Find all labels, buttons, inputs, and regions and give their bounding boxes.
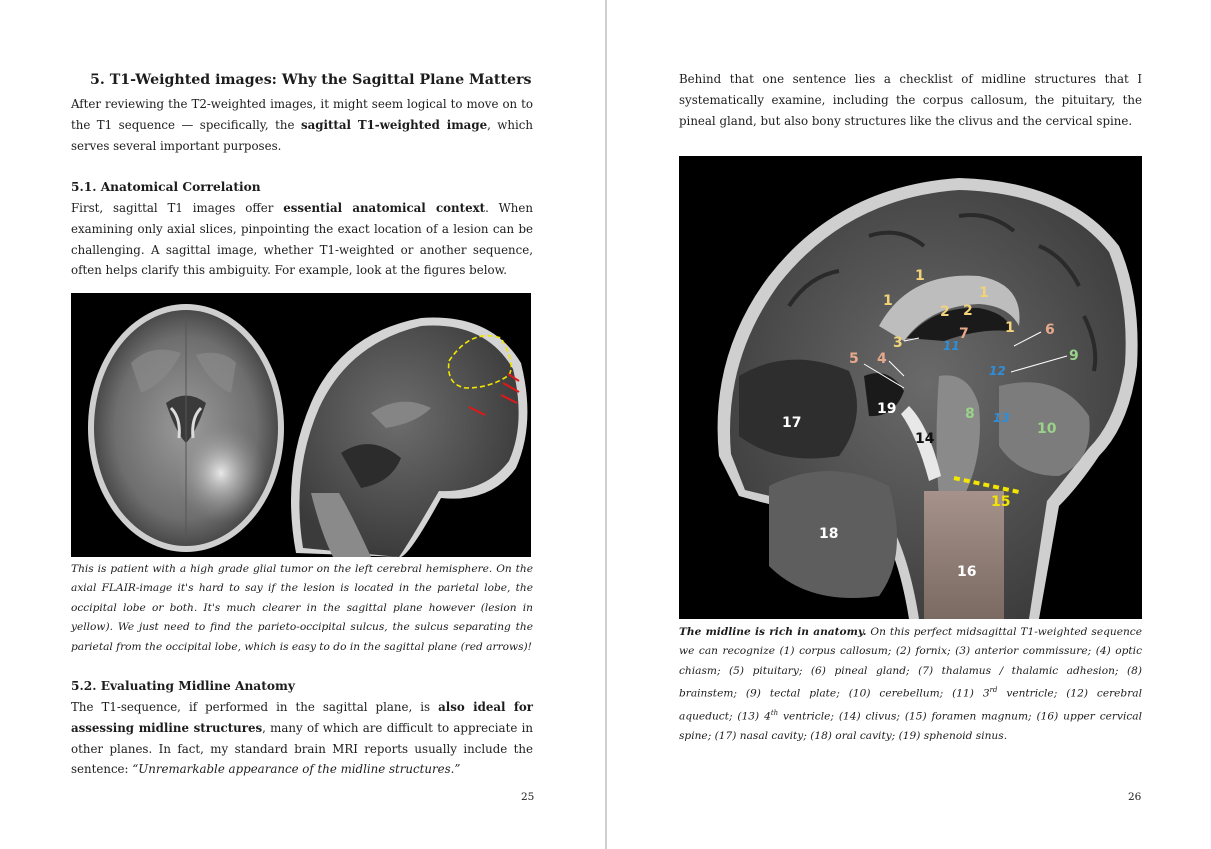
right-page bbox=[607, 0, 1211, 849]
label-11: 11 bbox=[943, 339, 960, 353]
label-4: 4 bbox=[877, 351, 887, 367]
label-18: 18 bbox=[819, 526, 839, 542]
figure-midsagittal-t1-image bbox=[679, 156, 1142, 619]
label-14: 14 bbox=[915, 431, 935, 447]
section-title: 5. T1-Weighted images: Why the Sagittal Plane Matters bbox=[90, 72, 532, 88]
label-1a: 1 bbox=[915, 268, 925, 284]
label-10: 10 bbox=[1037, 421, 1057, 437]
label-1b: 1 bbox=[883, 293, 893, 309]
figure-midsagittal-t1 bbox=[679, 156, 1142, 619]
label-8: 8 bbox=[965, 406, 975, 422]
label-7: 7 bbox=[959, 326, 969, 342]
label-19: 19 bbox=[877, 401, 897, 417]
label-2a: 2 bbox=[940, 304, 950, 320]
figure1-caption: This is patient with a high grade glial tumor on the left cerebral hemisphere. On the axial FLAIR-image it's hard to say if the lesion is located in the parietal lobe, the occipital lobe or both. It's much clearer in the sagittal plane however (lesion in yellow). We just need to find the parieto-occipital sulcus, the sulcus separating the parietal from the occipital lobe, which is easy to do in the sagittal plane (red arrows)! bbox=[71, 563, 533, 653]
page-number-right: 26 bbox=[1128, 791, 1142, 803]
label-12: 12 bbox=[989, 364, 1006, 378]
label-16: 16 bbox=[957, 564, 977, 580]
subsection-title-anatomical-correlation: 5.1. Anatomical Correlation bbox=[71, 180, 261, 194]
page-number-left: 25 bbox=[521, 791, 535, 803]
label-15: 15 bbox=[991, 494, 1011, 510]
midline-anatomy-paragraph: The T1-sequence, if performed in the sagittal plane, is also ideal for assessing midline structures, many of which are difficult to appreciate in other planes. In fact, my standard brain MRI reports usually include the sentence: “Unremarkable appearance of the midline structures.” bbox=[71, 700, 533, 777]
figure2-caption: The midline is rich in anatomy. On this perfect midsagittal T1-weighted sequence we can recognize (1) corpus callosum; (2) fornix; (3) anterior commissure; (4) optic chiasm; (5) pituitary; (6) pineal gland; (7) thalamus / thalamic adhesion; (8) brainstem; (9) tectal plate; (10) cerebellum; (11) 3rd ventricle; (12) cerebral aqueduct; (13) 4th ventricle; (14) clivus; (15) foramen magnum; (16) upper cervical spine; (17) nasal cavity; (18) oral cavity; (19) sphenoid sinus. bbox=[679, 626, 1142, 743]
checklist-paragraph: Behind that one sentence lies a checklist of midline structures that I systematically examine, including the corpus callosum, the pituitary, the pineal gland, but also bony structures like the clivus and the cervical spine. bbox=[679, 72, 1142, 128]
figure-axial-sagittal-mri bbox=[71, 293, 531, 557]
anatomical-correlation-paragraph: First, sagittal T1 images offer essential anatomical context. When examining only axial slices, pinpointing the exact location of a lesion can be challenging. A sagittal image, whether T1-weighted or another sequence, often helps clarify this ambiguity. For example, look at the figures below. bbox=[71, 201, 533, 278]
subsection-title-midline-anatomy: 5.2. Evaluating Midline Anatomy bbox=[71, 679, 295, 693]
label-5: 5 bbox=[849, 351, 859, 367]
label-1c: 1 bbox=[979, 285, 989, 301]
label-6: 6 bbox=[1045, 322, 1055, 338]
label-9: 9 bbox=[1069, 348, 1079, 364]
figure-axial-sagittal-mri-image bbox=[71, 293, 531, 557]
label-1d: 1 bbox=[1005, 320, 1015, 336]
intro-paragraph: After reviewing the T2-weighted images, it might seem logical to move on to the T1 sequence — specifically, the sagittal T1-weighted image, which serves several important purposes. bbox=[71, 97, 533, 153]
label-13: 13 bbox=[993, 411, 1010, 425]
label-17: 17 bbox=[782, 415, 802, 431]
left-page bbox=[0, 0, 605, 849]
label-2b: 2 bbox=[963, 303, 973, 319]
label-3: 3 bbox=[893, 335, 903, 351]
